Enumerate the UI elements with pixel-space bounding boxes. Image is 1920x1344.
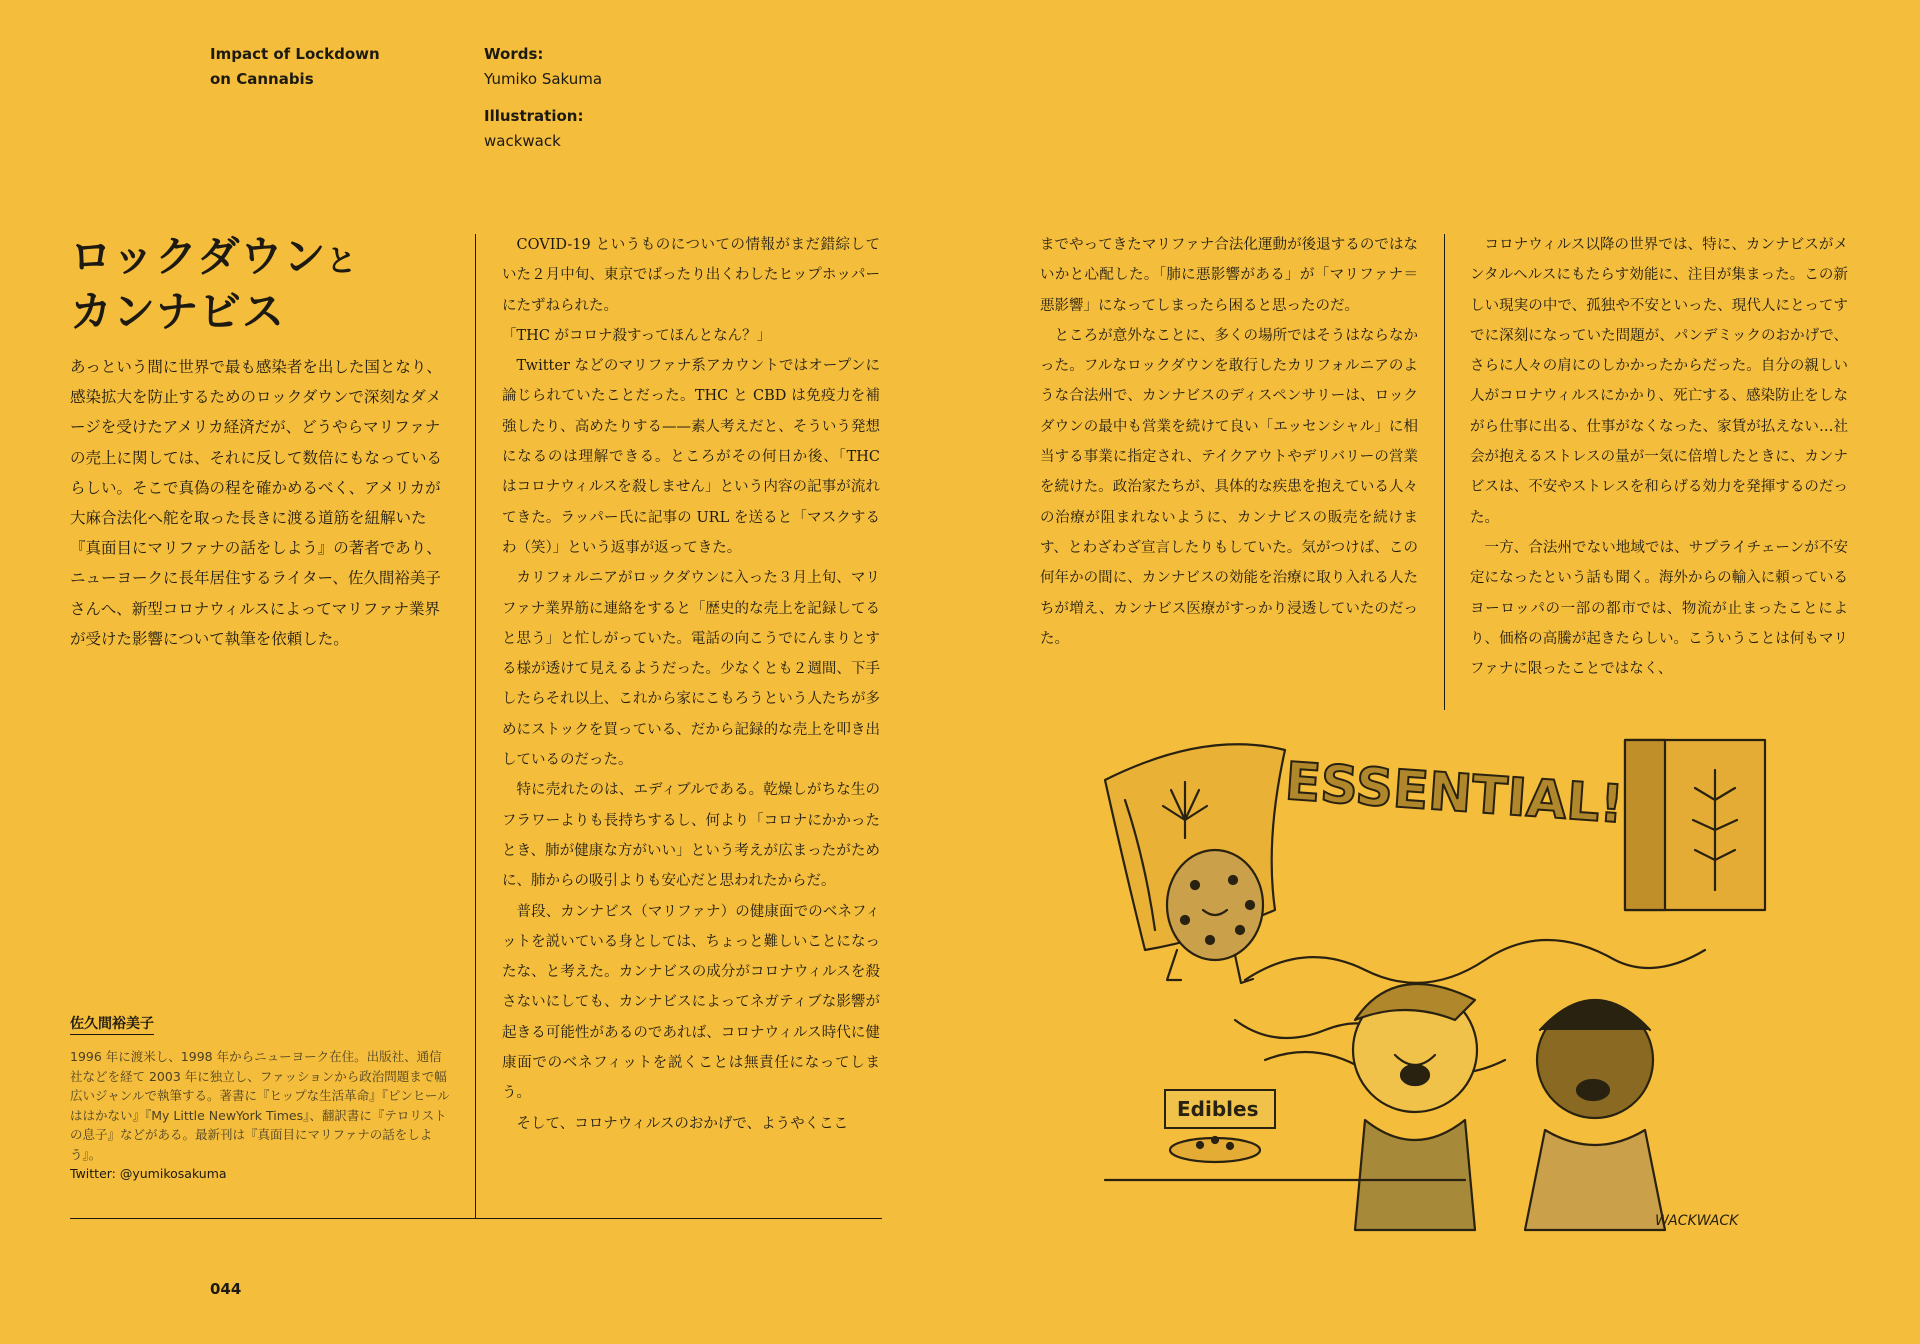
body-paragraph: 特に売れたのは、エディブルである。乾燥しがちな生のフラワーよりも長持ちするし、何より「コロナにかかったとき、肺が健康な方がいい」という考えが広まったがために、肺からの吸引よりも安心だと思われたからだ。 <box>502 782 880 890</box>
title-line2: カンナビス <box>70 287 286 336</box>
body-paragraph: カリフォルニアがロックダウンに入った３月上旬、マリファナ業界筋に連絡をすると「歴史的な売上を記録してると思う」と忙しがっていた。電話の向こうでにんまりとする様が透けて見えるようだった。少なくとも２週間、下手したらそれ以上、これから家にこもろうという人たちが多めにストックを買っている、だから記録的な売上を叩き出しているのだった。 <box>502 570 880 769</box>
body-paragraph: COVID-19 というものについての情報がまだ錯綜していた２月中旬、東京でばったり出くわしたヒップホッパーにたずねられた。 <box>502 237 880 314</box>
illustration-banner: ESSENTIAL! <box>1283 751 1626 836</box>
author-bio <box>70 1013 450 1184</box>
body-paragraph: までやってきたマリファナ合法化運動が後退するのではないかと心配した。「肺に悪影響がある」が「マリファナ＝悪影響」になってしまったら困ると思ったのだ。 <box>1040 237 1418 314</box>
bio-text: 1996 年に渡米し、1998 年からニューヨーク在住。出版社、通信社などを経て 2003 年に独立し、ファッションから政治問題まで幅広いジャンルで執筆する。著書に『ヒップな生活革命』『ピンヒールははかない』『My Little NewYork Times』、翻訳書に『テロリストの息子』などがある。最新刊は『真面目にマリファナの話をしよう』。 <box>70 1049 450 1162</box>
illustration <box>1085 720 1775 1240</box>
illustration-label: Illustration: <box>484 107 584 125</box>
illustration-value: wackwack <box>484 132 561 150</box>
illustration-signature: WACKWACK <box>1655 1213 1739 1229</box>
article-title <box>70 232 450 337</box>
body-paragraph: 「THC がコロナ殺すってほんとなん？」 <box>502 327 772 344</box>
section-title <box>210 42 380 92</box>
lead-text: あっという間に世界で最も感染者を出した国となり、感染拡大を防止するためのロックダウンで深刻なダメージを受けたアメリカ経済だが、どうやらマリファナの売上に関しては、それに反して数倍にもなっているらしい。そこで真偽の程を確かめるべく、アメリカが大麻合法化へ舵を取った長きに渡る道筋を紐解いた『真面目にマリファナの話をしよう』の著者であり、ニューヨークに長年居住するライター、佐久間裕美子さんへ、新型コロナウィルスによってマリファナ業界が受けた影響について執筆を依頼した。 <box>70 358 443 648</box>
body-paragraph: 普段、カンナビス（マリファナ）の健康面でのベネフィットを説いている身としては、ちょっと難しいことになったな、と考えた。カンナビスの成分がコロナウィルスを殺さないにしても、カンナビスによってネガティブな影響が起きる可能性があるのであれば、コロナウィルス時代に健康面でのベネフィットを説くことは無責任になってしまう。 <box>502 903 880 1102</box>
section-title-line1: Impact of Lockdown <box>210 45 380 63</box>
words-label: Words: <box>484 45 544 63</box>
body-column-1 <box>502 230 880 1139</box>
illustration-art <box>1085 720 1775 1240</box>
body-column-2 <box>1040 230 1418 654</box>
page-number: 044 <box>210 1280 242 1298</box>
body-paragraph: 一方、合法州でない地域では、サプライチェーンが不安定になったという話も聞く。海外からの輸入に頼っているヨーロッパの一部の都市では、物流が止まったことにより、価格の高騰が起きたらしい。こういうことは何もマリファナに限ったことではなく、 <box>1470 539 1848 678</box>
title-line1: ロックダウン <box>70 232 327 281</box>
title-particle: と <box>326 244 358 279</box>
column-divider-left <box>475 234 476 1219</box>
words-value: Yumiko Sakuma <box>484 70 603 88</box>
body-column-3 <box>1470 230 1848 684</box>
bottom-rule <box>70 1218 882 1219</box>
credits <box>484 42 602 154</box>
bio-twitter: Twitter: @yumikosakuma <box>70 1166 227 1181</box>
edibles-sign: Edibles <box>1177 1097 1259 1121</box>
body-paragraph: そして、コロナウィルスのおかげで、ようやくここ <box>516 1115 849 1132</box>
body-paragraph: ところが意外なことに、多くの場所ではそうはならなかった。フルなロックダウンを敢行したカリフォルニアのような合法州で、カンナビスのディスペンサリーは、ロックダウンの最中も営業を続けて良い「エッセンシャル」に相当する事業に指定され、テイクアウトやデリバリーの営業を続けた。政治家たちが、具体的な疾患を抱えている人々の治療が阻まれないように、カンナビスの販売を続けます、とわざわざ宣言したりもしていた。気がつけば、この何年かの間に、カンナビスの効能を治療に取り入れる人たちが増え、カンナビス医療がすっかり浸透していたのだった。 <box>1040 327 1418 647</box>
bio-name: 佐久間裕美子 <box>70 1013 154 1035</box>
body-paragraph: コロナウィルス以降の世界では、特に、カンナビスがメンタルヘルスにもたらす効能に、注目が集まった。この新しい現実の中で、孤独や不安といった、現代人にとってすでに深刻になっていた問題が、パンデミックのおかげで、さらに人々の肩にのしかかったからだった。自分の親しい人がコロナウィルスにかかり、死亡する、感染防止をしながら仕事に出る、仕事がなくなった、家賃が払えない…社会が抱えるストレスの量が一気に倍増したときに、カンナビスは、不安やストレスを和らげる効力を発揮するのだった。 <box>1470 237 1848 526</box>
body-paragraph: Twitter などのマリファナ系アカウントではオープンに論じられていたことだった。THC と CBD は免疫力を補強したり、高めたりする——素人考えだと、そういう発想になるのは理解できる。ところがその何日か後、「THC はコロナウィルスを殺しません」という内容の記事が流れてきた。ラッパー氏に記事の URL を送ると「マスクするわ（笑）」という返事が返ってきた。 <box>502 358 880 556</box>
section-title-line2: on Cannabis <box>210 70 314 88</box>
lead-paragraph <box>70 352 450 654</box>
column-divider-right <box>1444 234 1445 710</box>
